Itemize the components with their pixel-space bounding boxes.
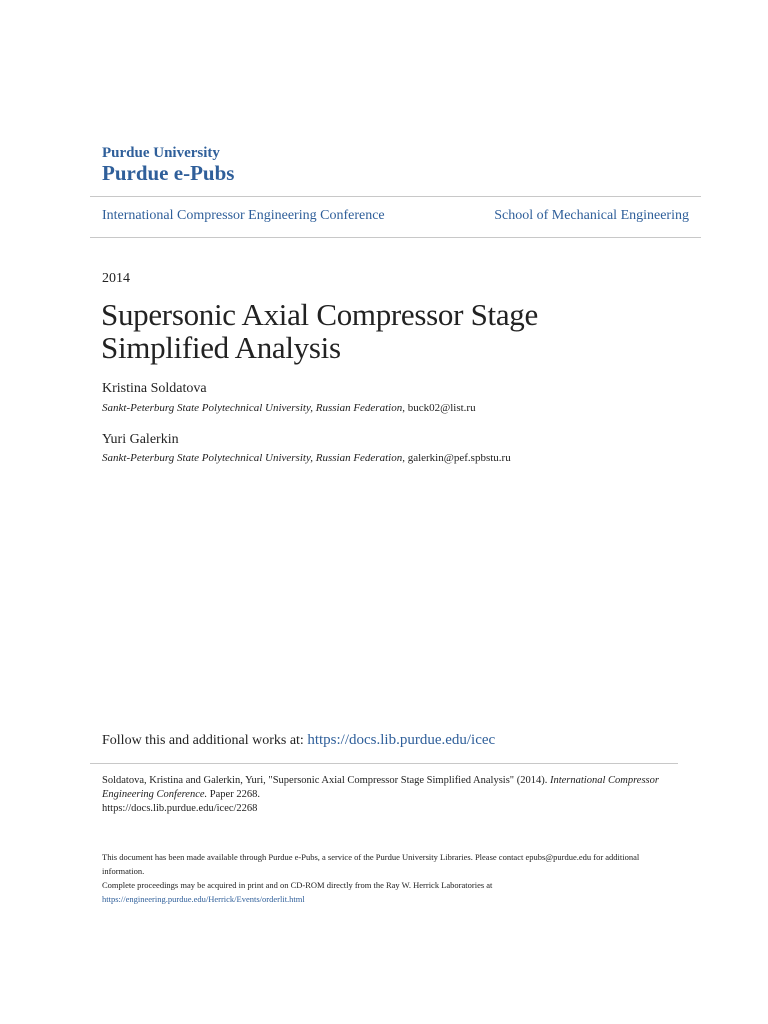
paper-title: Supersonic Axial Compressor Stage Simplified Analysis: [101, 297, 538, 365]
purdue-epubs-link[interactable]: Purdue e-Pubs: [102, 161, 235, 185]
author-email: galerkin@pef.spbstu.ru: [407, 452, 511, 464]
author-name: Kristina Soldatova: [102, 381, 207, 396]
author-affiliation: Sankt-Peterburg State Polytechnical University, Russian Federation, buck02@list.ru: [102, 402, 476, 414]
footer-divider: [90, 763, 678, 764]
conference-link[interactable]: International Compressor Engineering Conference: [102, 208, 385, 223]
school-link[interactable]: School of Mechanical Engineering: [494, 208, 689, 223]
notice-line: [102, 878, 677, 906]
university-name: Purdue University: [102, 145, 220, 161]
top-divider: [90, 196, 701, 197]
author-affiliation: Sankt-Peterburg State Polytechnical University, Russian Federation, galerkin@pef.spbstu.ru: [102, 452, 511, 464]
availability-notice: [102, 850, 677, 906]
citation-text: Soldatova, Kristina and Galerkin, Yuri, "Supersonic Axial Compressor Stage Simplified Analysis" (2014).: [102, 775, 550, 786]
follow-url-link[interactable]: https://docs.lib.purdue.edu/icec: [307, 732, 496, 748]
notice-line: This document has been made available through Purdue e-Pubs, a service of the Purdue University Libraries. Please contact epubs@purdue.edu for additional information.: [102, 852, 640, 876]
affiliation-text: Sankt-Peterburg State Polytechnical University, Russian Federation: [102, 402, 403, 414]
citation-url: https://docs.lib.purdue.edu/icec/2268: [102, 803, 258, 814]
herrick-orderlit-link[interactable]: https://engineering.purdue.edu/Herrick/Events/orderlit.html: [102, 894, 305, 904]
citation-journal: International Compressor Engineering Conference.: [102, 775, 659, 800]
affiliation-text: Sankt-Peterburg State Polytechnical University, Russian Federation: [102, 452, 403, 464]
nav-divider: [90, 237, 701, 238]
follow-line: [102, 731, 495, 750]
publication-year: 2014: [102, 271, 130, 286]
follow-text: Follow this and additional works at:: [102, 733, 308, 748]
author-name: Yuri Galerkin: [102, 432, 179, 447]
author-email: buck02@list.ru: [407, 402, 476, 414]
citation-block: [102, 774, 662, 816]
citation-paper: Paper 2268.: [207, 789, 260, 800]
notice-text: Complete proceedings may be acquired in print and on CD-ROM directly from the Ray W. Herrick Laboratories at: [102, 880, 493, 890]
